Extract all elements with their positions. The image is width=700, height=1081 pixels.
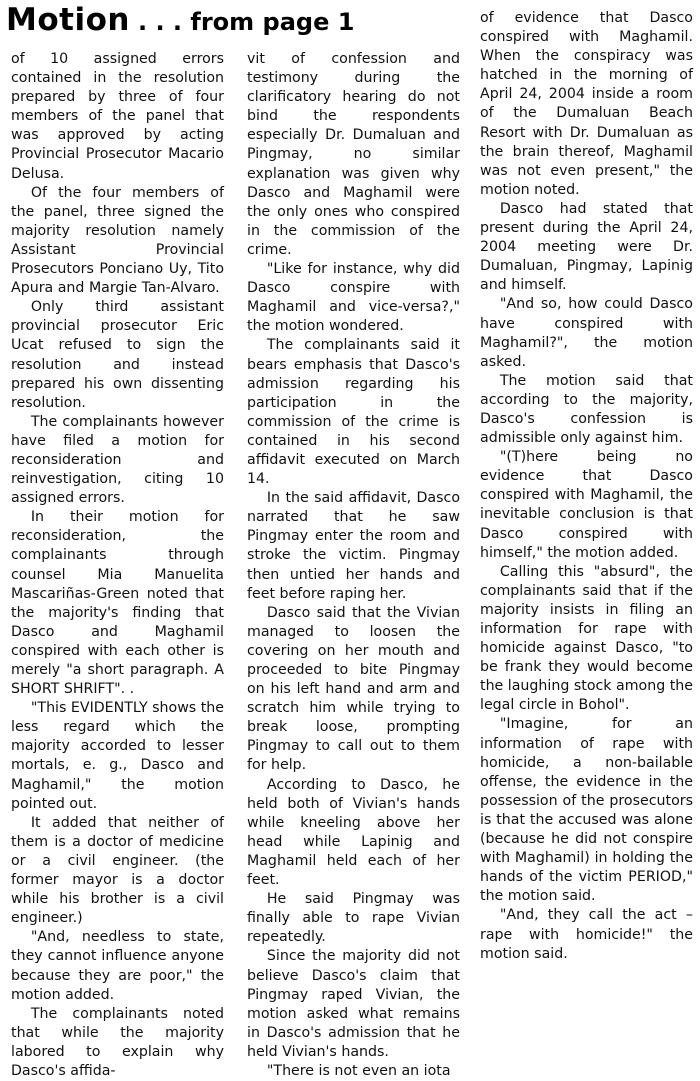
paragraph: "(T)here being no evidence that Dasco conspired with Maghamil, the inevitable conclusion is that Dasco conspired with himself," the motion added.: [480, 449, 693, 561]
paragraph: "There is not even an iota: [266, 1062, 451, 1079]
article-column-2: [247, 50, 460, 1081]
article-column-3: [480, 9, 693, 964]
paragraph: Only third assistant provincial prosecutor Eric Ucat refused to sign the resolution and instead prepared his own dissenting resolution.: [11, 299, 224, 411]
paragraph: "And, needless to state, they cannot influence anyone because they are poor," the motion added.: [11, 929, 224, 1003]
paragraph: "And, they call the act – rape with homicide!" the motion said.: [480, 907, 693, 962]
headline-main: Motion: [6, 2, 130, 38]
paragraph: of 10 assigned errors contained in the resolution prepared by three of four members of the panel that was approved by acting Provincial Prosecutor Macario Delusa.: [11, 51, 224, 182]
paragraph: The complainants however have filed a motion for reconsideration and reinvestigation, citing 10 assigned errors.: [11, 413, 224, 507]
paragraph: It added that neither of them is a doctor of medicine or a civil engineer. (the former mayor is a doctor while his brother is a civil engineer.): [11, 814, 224, 927]
paragraph: According to Dasco, he held both of Vivian's hands while kneeling above her head while Lapinig and Maghamil held each of her feet.: [247, 776, 460, 889]
paragraph: Dasco said that the Vivian managed to loosen the covering on her mouth and proceeded to bite Pingmay on his left hand and arm and scratch him while trying to break loose, prompting Pingmay to call out to them for help.: [247, 604, 460, 774]
paragraph: The complainants noted that while the majority labored to explain why Dasco's affida-: [11, 1005, 224, 1079]
paragraph: Calling this "absurd", the complainants said that if the majority insists in filing an information for rape with homicide against Dasco, "to be frank they would become the laughing stock among the legal circle in Bohol".: [480, 563, 694, 714]
paragraph: "Like for instance, why did Dasco conspire with Maghamil and vice-versa?," the motion wondered.: [247, 261, 460, 335]
paragraph: In their motion for reconsideration, the complainants through counsel Mia Manuelita Mascariñas-Green noted that the majority's finding that Dasco and Maghamil conspired with each other is merely "a short paragraph. A SHORT SHRIFT". .: [11, 509, 224, 698]
paragraph: of evidence that Dasco conspired with Maghamil. When the conspiracy was hatched in the morning of April 24, 2004 inside a room of the Dumaluan Beach Resort with Dr. Dumaluan as the brain thereof, Maghamil was not even present," the motion noted.: [480, 10, 693, 198]
paragraph: "And so, how could Dasco have conspired with Maghamil?", the motion asked.: [480, 296, 693, 370]
paragraph: vit of confession and testimony during the clarificatory hearing do not bind the respondents especially Dr. Dumaluan and Pingmay, no similar explanation was given why Dasco and Maghamil were the only ones who conspired in the commission of the crime.: [247, 51, 460, 258]
paragraph: In the said affidavit, Dasco narrated that he saw Pingmay enter the room and stroke the victim. Pingmay then untied her hands and feet before raping her.: [247, 490, 460, 602]
paragraph: "This EVIDENTLY shows the less regard which the majority accorded to lesser mortals, e. g., Dasco and Maghamil," the motion pointed out.: [11, 700, 224, 812]
paragraph: Dasco had stated that present during the April 24, 2004 meeting were Dr. Dumaluan, Pingmay, Lapinig and himself.: [480, 200, 693, 294]
paragraph: The complainants said it bears emphasis that Dasco's admission regarding his participation in the commission of the crime is contained in his second affidavit executed on March 14.: [247, 337, 460, 488]
article-column-1: [11, 50, 224, 1081]
paragraph: He said Pingmay was finally able to rape Vivian repeatedly.: [247, 891, 460, 946]
paragraph: "Imagine, for an information of rape with homicide, a non-bailable offense, the evidence in the possession of the prosecutors is that the accused was alone (because he did not conspire with Maghamil) in holding the hands of the victim PERIOD," the motion said.: [480, 716, 693, 905]
paragraph: Since the majority did not believe Dasco's claim that Pingmay raped Vivian, the motion asked what remains in Dasco's admission that he held Vivian's hands.: [247, 948, 460, 1060]
headline: [6, 2, 354, 46]
headline-continued: . . . from page 1: [137, 8, 355, 36]
paragraph: The motion said that according to the majority, Dasco's confession is admissible only against him.: [480, 372, 693, 447]
paragraph: Of the four members of the panel, three signed the majority resolution namely Assistant Provincial Prosecutors Ponciano Uy, Tito Apura and Margie Tan-Alvaro.: [11, 184, 224, 297]
